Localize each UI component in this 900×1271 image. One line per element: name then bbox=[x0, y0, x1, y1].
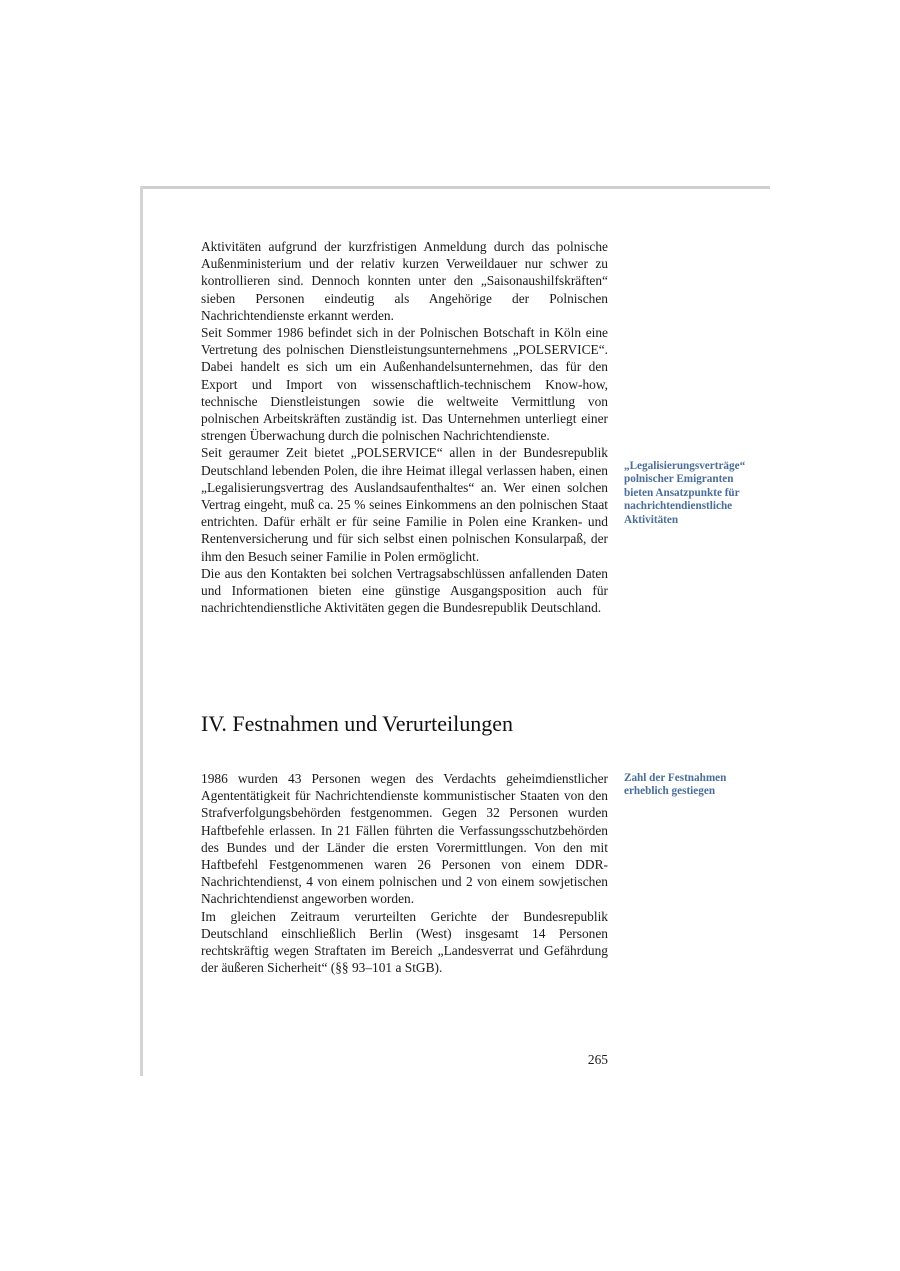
paragraph: 1986 wurden 43 Personen wegen des Verdachts geheimdienstlicher Agententätigkeit für Nachrichtendienste kommunistischer Staaten von den Strafverfolgungsbehörden festgenommen. Gegen 32 Personen wurden Haftbefehle erlassen. In 21 Fällen führten die Verfassungsschutzbehörden des Bundes und der Länder die ersten Vorermittlungen. Von den mit Haftbefehl Festgenommenen waren 26 Personen von einem DDR-Nachrichtendienst, 4 von einem polnischen und 2 von einem sowjetischen Nachrichtendienst angeworben worden. bbox=[201, 771, 608, 907]
section-heading: IV. Festnahmen und Verurteilungen bbox=[201, 711, 514, 736]
paragraph: Seit Sommer 1986 befindet sich in der Polnischen Botschaft in Köln eine Vertretung des polnischen Dienstleistungsunternehmens „POLSERVICE“. Dabei handelt es sich um ein Außenhandelsunternehmen, das für den Export und Import von wissenschaftlich-technischem Know-how, technische Dienstleistungen sowie die weltweite Vermittlung von polnischen Arbeitskräften zuständig ist. Das Unternehmen unterliegt einer strengen Überwachung durch die polnischen Nachrichtendienste. bbox=[201, 325, 608, 444]
page-edge-left bbox=[140, 186, 143, 1076]
paragraph: Aktivitäten aufgrund der kurzfristigen Anmeldung durch das polnische Außenministerium und der relativ kurzen Verweildauer nur schwer zu kontrollieren sind. Dennoch konnten unter den „Saisonaushilfskräften“ sieben Personen eindeutig als Angehörige der Polnischen Nachrichtendienste erkannt werden. bbox=[201, 239, 608, 323]
section-two-text bbox=[201, 770, 608, 976]
paragraph: Seit geraumer Zeit bietet „POLSERVICE“ allen in der Bundesrepublik Deutschland lebenden Polen, die ihre Heimat illegal verlassen haben, einen „Legalisierungsvertrag des Auslandsaufenthaltes“ an. Wer einen solchen Vertrag eingeht, muß ca. 25 % seines Einkommens an den polnischen Staat entrichten. Dafür erhält er für seine Familie in Polen eine Kranken- und Rentenversicherung und für sich selbst einen polnischen Konsularpaß, der ihm den Besuch seiner Familie in Polen ermöglicht. bbox=[201, 445, 608, 564]
page-edge-top bbox=[142, 186, 770, 189]
margin-note-festnahmen: Zahl der Festnahmen erheblich gestiegen bbox=[624, 772, 727, 798]
margin-note-legalisierungsvertraege: „Legalisierungsverträge“ polnischer Emigranten bieten Ansatzpunkte für nachrichtendienstliche Aktivitäten bbox=[624, 460, 746, 526]
paragraph: Die aus den Kontakten bei solchen Vertragsabschlüssen anfallenden Daten und Informationen bieten eine günstige Ausgangsposition auch für nachrichtendienstliche Aktivitäten gegen die Bundesrepublik Deutschland. bbox=[201, 565, 608, 616]
section-one-text bbox=[201, 238, 608, 616]
page-number: 265 bbox=[587, 1052, 608, 1067]
paragraph: Im gleichen Zeitraum verurteilten Gerichte der Bundesrepublik Deutschland einschließlich Berlin (West) insgesamt 14 Personen rechtskräftig wegen Straftaten im Bereich „Landesverrat und Gefährdung der äußeren Sicherheit“ (§§ 93–101 a StGB). bbox=[201, 908, 608, 976]
